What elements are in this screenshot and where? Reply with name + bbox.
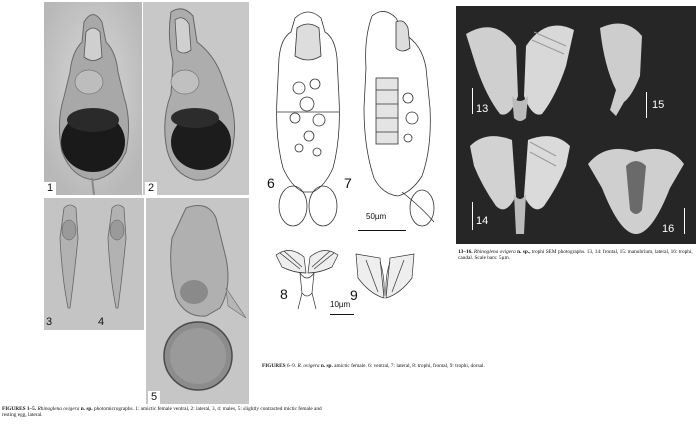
photo-figure-5	[146, 198, 249, 404]
caption-13-16-prefix: 13–16.	[458, 249, 473, 255]
caption-6-9-nsp: n. sp.	[320, 363, 333, 369]
drawing-figure-6	[265, 8, 351, 228]
figure-label-1: 1	[44, 182, 56, 195]
figure-label-15: 15	[652, 99, 665, 111]
caption-1-5-nsp: n. sp.	[80, 406, 93, 412]
photo-figure-3-4	[44, 198, 144, 330]
figure-label-3: 3	[46, 316, 53, 328]
caption-figures-6-9	[262, 363, 488, 369]
figure-label-13: 13	[476, 103, 489, 115]
figure-label-9: 9	[350, 287, 358, 303]
drawing-figure-9	[350, 248, 420, 314]
drawing-figure-7	[344, 8, 444, 228]
figure-label-2: 2	[145, 182, 157, 195]
photo-figure-2	[143, 2, 249, 195]
caption-1-5-species: Rhinoglena ovigera	[37, 406, 80, 412]
sem-scale-bar-16	[684, 208, 685, 234]
caption-1-5-text: photomicrographs. 1: amictic female ventral, 2: lateral, 3, 4: males, 5: slightly contracted mictic female and resting egg, lateral.	[2, 406, 322, 419]
caption-1-5-prefix: FIGURES 1–5.	[2, 406, 37, 412]
caption-figures-1-5	[2, 406, 332, 419]
figure-label-16: 16	[662, 223, 675, 235]
sem-scale-bar-15	[646, 92, 647, 118]
male-rotifers-photo	[44, 198, 144, 330]
rotifer-ventral-photo	[44, 2, 142, 195]
caption-13-16-text: trophi SEM photographs. 13, 14: frontal, 15: manubrium, lateral, 16: trophi, caudal. Scale bars: 5µm.	[458, 249, 693, 262]
figure-label-14: 14	[476, 215, 489, 227]
caption-13-16-species: Rhinoglena ovigera	[473, 249, 516, 255]
figure-label-5: 5	[148, 391, 160, 404]
figure-label-4: 4	[98, 316, 105, 328]
photo-figure-1	[44, 2, 142, 195]
caption-6-9-prefix: FIGURES	[262, 363, 286, 369]
sem-scale-bar-13	[472, 88, 473, 114]
caption-6-9-range: 6–9.	[286, 363, 297, 369]
ventral-drawing	[265, 8, 351, 228]
caption-figures-13-16	[458, 249, 696, 262]
drawing-scale-label: 50µm	[366, 212, 387, 221]
mictic-female-resting-egg-photo	[146, 198, 249, 404]
caption-6-9-text: amictic female. 6: ventral, 7: lateral, 8: trophi, frontal, 9: trophi, dorsal.	[334, 363, 485, 369]
figure-label-8: 8	[280, 286, 288, 302]
figure-label-7: 7	[344, 175, 352, 191]
figure-label-6: 6	[267, 175, 275, 191]
sem-panel	[456, 6, 696, 244]
trophi-scale-label: 10µm	[330, 300, 351, 309]
drawing-scale-bar	[358, 230, 406, 231]
caption-13-16-nsp: n. sp.,	[517, 249, 531, 255]
trophi-scale-bar	[330, 314, 354, 315]
caption-6-9-species: R. ovigera	[297, 363, 320, 369]
sem-scale-bar-14	[472, 202, 473, 230]
lateral-drawing	[352, 8, 444, 228]
sem-trophi-photos	[456, 6, 696, 244]
rotifer-lateral-photo	[143, 2, 249, 195]
trophi-dorsal-drawing	[350, 248, 420, 314]
